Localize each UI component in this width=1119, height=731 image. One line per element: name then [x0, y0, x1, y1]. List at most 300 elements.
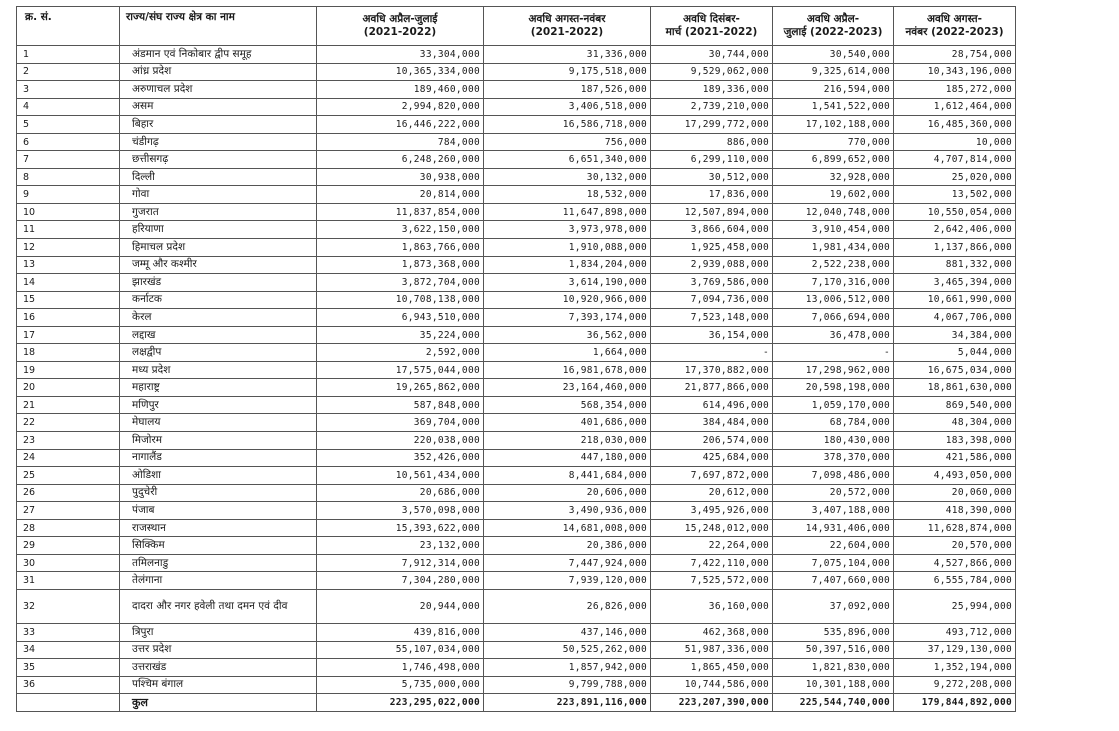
value-cell-period-2: 447,180,000: [484, 449, 651, 467]
table-row: [17, 589, 1016, 623]
value-cell-period-1: 220,038,000: [317, 432, 484, 450]
serial-number-cell: 9: [17, 186, 120, 204]
value-cell-period-5: 10,661,990,000: [894, 291, 1016, 309]
value-cell-period-4: 17,102,188,000: [773, 116, 894, 134]
value-cell-period-1: 16,446,222,000: [317, 116, 484, 134]
value-cell-period-4: 7,066,694,000: [773, 309, 894, 327]
value-cell-period-2: 11,647,898,000: [484, 203, 651, 221]
serial-number-cell: 30: [17, 554, 120, 572]
table-row: [17, 641, 1016, 659]
value-cell-period-2: 1,834,204,000: [484, 256, 651, 274]
value-cell-period-5: 881,332,000: [894, 256, 1016, 274]
value-cell-period-4: 22,604,000: [773, 537, 894, 555]
value-cell-period-1: 55,107,034,000: [317, 641, 484, 659]
value-cell-period-2: 50,525,262,000: [484, 641, 651, 659]
value-cell-period-3: 22,264,000: [651, 537, 773, 555]
table-header: [17, 7, 1016, 46]
value-cell-period-5: 34,384,000: [894, 326, 1016, 344]
state-name-cell: लद्दाख: [120, 326, 317, 344]
value-cell-period-5: 1,612,464,000: [894, 98, 1016, 116]
value-cell-period-4: 20,598,198,000: [773, 379, 894, 397]
value-cell-period-3: 6,299,110,000: [651, 151, 773, 169]
value-cell-period-3: 15,248,012,000: [651, 519, 773, 537]
value-cell-period-2: 3,973,978,000: [484, 221, 651, 239]
table-body: [17, 46, 1016, 694]
state-name-cell: असम: [120, 98, 317, 116]
value-cell-period-5: 28,754,000: [894, 46, 1016, 64]
value-cell-period-5: 6,555,784,000: [894, 572, 1016, 590]
total-value-period-3: 223,207,390,000: [651, 694, 773, 712]
value-cell-period-2: 3,406,518,000: [484, 98, 651, 116]
table-row: [17, 449, 1016, 467]
serial-number-cell: 25: [17, 467, 120, 485]
value-cell-period-4: 1,821,830,000: [773, 659, 894, 677]
value-cell-period-2: 31,336,000: [484, 46, 651, 64]
header-period-5: [894, 7, 1016, 46]
value-cell-period-2: 218,030,000: [484, 432, 651, 450]
value-cell-period-5: 13,502,000: [894, 186, 1016, 204]
value-cell-period-1: 17,575,044,000: [317, 361, 484, 379]
serial-number-cell: 17: [17, 326, 120, 344]
value-cell-period-2: 3,614,190,000: [484, 274, 651, 292]
value-cell-period-1: 10,708,138,000: [317, 291, 484, 309]
state-name-cell: राजस्थान: [120, 519, 317, 537]
value-cell-period-2: 1,910,088,000: [484, 239, 651, 257]
value-cell-period-5: 4,707,814,000: [894, 151, 1016, 169]
value-cell-period-4: -: [773, 344, 894, 362]
serial-number-cell: 10: [17, 203, 120, 221]
value-cell-period-2: 7,447,924,000: [484, 554, 651, 572]
header-period-1: [317, 7, 484, 46]
state-name-cell: मेघालय: [120, 414, 317, 432]
state-name-cell: लक्षद्वीप: [120, 344, 317, 362]
value-cell-period-2: 16,586,718,000: [484, 116, 651, 134]
header-state-name: राज्य/संघ राज्य क्षेत्र का नाम: [120, 7, 317, 46]
value-cell-period-1: 10,561,434,000: [317, 467, 484, 485]
total-label: कुल: [120, 694, 317, 712]
table-row: [17, 344, 1016, 362]
table-row: [17, 396, 1016, 414]
value-cell-period-1: 189,460,000: [317, 81, 484, 99]
value-cell-period-1: 35,224,000: [317, 326, 484, 344]
value-cell-period-1: 1,873,368,000: [317, 256, 484, 274]
table-row: [17, 239, 1016, 257]
serial-number-cell: 23: [17, 432, 120, 450]
serial-number-cell: 13: [17, 256, 120, 274]
value-cell-period-3: 7,525,572,000: [651, 572, 773, 590]
value-cell-period-5: 16,675,034,000: [894, 361, 1016, 379]
state-name-cell: महाराष्ट्र: [120, 379, 317, 397]
value-cell-period-5: 48,304,000: [894, 414, 1016, 432]
header-period-3: [651, 7, 773, 46]
value-cell-period-2: 23,164,460,000: [484, 379, 651, 397]
serial-number-cell: 19: [17, 361, 120, 379]
serial-number-cell: 21: [17, 396, 120, 414]
header-period-4: [773, 7, 894, 46]
value-cell-period-3: 36,154,000: [651, 326, 773, 344]
state-name-cell: दादरा और नगर हवेली तथा दमन एवं दीव: [120, 589, 317, 623]
value-cell-period-3: 7,523,148,000: [651, 309, 773, 327]
state-name-cell: अरुणाचल प्रदेश: [120, 81, 317, 99]
table-row: [17, 432, 1016, 450]
value-cell-period-1: 10,365,334,000: [317, 63, 484, 81]
state-name-cell: दिल्ली: [120, 168, 317, 186]
header-period-3-line2: मार्च (2021-2022): [665, 26, 758, 38]
total-value-period-5: 179,844,892,000: [894, 694, 1016, 712]
value-cell-period-4: 1,541,522,000: [773, 98, 894, 116]
value-cell-period-4: 180,430,000: [773, 432, 894, 450]
value-cell-period-2: 8,441,684,000: [484, 467, 651, 485]
table-row: [17, 467, 1016, 485]
value-cell-period-5: 9,272,208,000: [894, 676, 1016, 694]
value-cell-period-3: -: [651, 344, 773, 362]
state-name-cell: चंडीगढ़: [120, 133, 317, 151]
serial-number-cell: 34: [17, 641, 120, 659]
state-name-cell: पश्चिम बंगाल: [120, 676, 317, 694]
value-cell-period-2: 9,175,518,000: [484, 63, 651, 81]
value-cell-period-3: 7,697,872,000: [651, 467, 773, 485]
serial-number-cell: 12: [17, 239, 120, 257]
total-value-period-2: 223,891,116,000: [484, 694, 651, 712]
header-period-4-line2: जुलाई (2022-2023): [783, 26, 883, 38]
table-row: [17, 309, 1016, 327]
value-cell-period-5: 20,570,000: [894, 537, 1016, 555]
table-row: [17, 116, 1016, 134]
value-cell-period-5: 11,628,874,000: [894, 519, 1016, 537]
table-row: [17, 379, 1016, 397]
serial-number-cell: 7: [17, 151, 120, 169]
value-cell-period-2: 3,490,936,000: [484, 502, 651, 520]
value-cell-period-5: 4,527,866,000: [894, 554, 1016, 572]
value-cell-period-1: 7,304,280,000: [317, 572, 484, 590]
value-cell-period-4: 7,075,104,000: [773, 554, 894, 572]
value-cell-period-1: 1,863,766,000: [317, 239, 484, 257]
value-cell-period-1: 11,837,854,000: [317, 203, 484, 221]
serial-number-cell: 11: [17, 221, 120, 239]
state-name-cell: मध्य प्रदेश: [120, 361, 317, 379]
value-cell-period-1: 20,686,000: [317, 484, 484, 502]
header-serial-number: क्र. सं.: [17, 7, 120, 46]
value-cell-period-5: 183,398,000: [894, 432, 1016, 450]
serial-number-cell: 26: [17, 484, 120, 502]
value-cell-period-4: 3,407,188,000: [773, 502, 894, 520]
state-name-cell: ओडिशा: [120, 467, 317, 485]
value-cell-period-1: 352,426,000: [317, 449, 484, 467]
header-period-2-line1: अवधि अगस्त-नवंबर: [528, 13, 606, 25]
value-cell-period-3: 384,484,000: [651, 414, 773, 432]
value-cell-period-5: 3,465,394,000: [894, 274, 1016, 292]
header-period-3-line1: अवधि दिसंबर-: [683, 13, 740, 25]
value-cell-period-5: 2,642,406,000: [894, 221, 1016, 239]
value-cell-period-4: 770,000: [773, 133, 894, 151]
serial-number-cell: 1: [17, 46, 120, 64]
serial-number-cell: 32: [17, 589, 120, 623]
value-cell-period-1: 3,872,704,000: [317, 274, 484, 292]
value-cell-period-1: 19,265,862,000: [317, 379, 484, 397]
value-cell-period-2: 20,606,000: [484, 484, 651, 502]
serial-number-cell: 2: [17, 63, 120, 81]
state-name-cell: गोवा: [120, 186, 317, 204]
value-cell-period-3: 3,866,604,000: [651, 221, 773, 239]
serial-number-cell: 29: [17, 537, 120, 555]
total-serial-cell: [17, 694, 120, 712]
value-cell-period-2: 20,386,000: [484, 537, 651, 555]
value-cell-period-3: 2,939,088,000: [651, 256, 773, 274]
table-row: [17, 326, 1016, 344]
value-cell-period-3: 7,094,736,000: [651, 291, 773, 309]
table-row: [17, 256, 1016, 274]
value-cell-period-5: 1,137,866,000: [894, 239, 1016, 257]
table-row: [17, 659, 1016, 677]
value-cell-period-4: 1,981,434,000: [773, 239, 894, 257]
value-cell-period-3: 2,739,210,000: [651, 98, 773, 116]
value-cell-period-5: 421,586,000: [894, 449, 1016, 467]
serial-number-cell: 16: [17, 309, 120, 327]
value-cell-period-1: 369,704,000: [317, 414, 484, 432]
table-row: [17, 133, 1016, 151]
serial-number-cell: 22: [17, 414, 120, 432]
value-cell-period-5: 16,485,360,000: [894, 116, 1016, 134]
value-cell-period-5: 25,994,000: [894, 589, 1016, 623]
serial-number-cell: 31: [17, 572, 120, 590]
state-name-cell: पुदुचेरी: [120, 484, 317, 502]
value-cell-period-4: 378,370,000: [773, 449, 894, 467]
value-cell-period-3: 10,744,586,000: [651, 676, 773, 694]
value-cell-period-2: 7,939,120,000: [484, 572, 651, 590]
serial-number-cell: 36: [17, 676, 120, 694]
serial-number-cell: 35: [17, 659, 120, 677]
value-cell-period-1: 3,622,150,000: [317, 221, 484, 239]
value-cell-period-1: 5,735,000,000: [317, 676, 484, 694]
value-cell-period-3: 21,877,866,000: [651, 379, 773, 397]
serial-number-cell: 15: [17, 291, 120, 309]
value-cell-period-4: 535,896,000: [773, 623, 894, 641]
table-row: [17, 274, 1016, 292]
value-cell-period-2: 16,981,678,000: [484, 361, 651, 379]
value-cell-period-3: 462,368,000: [651, 623, 773, 641]
value-cell-period-5: 10,343,196,000: [894, 63, 1016, 81]
value-cell-period-4: 37,092,000: [773, 589, 894, 623]
value-cell-period-5: 25,020,000: [894, 168, 1016, 186]
value-cell-period-4: 36,478,000: [773, 326, 894, 344]
total-value-period-1: 223,295,022,000: [317, 694, 484, 712]
value-cell-period-4: 30,540,000: [773, 46, 894, 64]
table-row: [17, 361, 1016, 379]
value-cell-period-2: 30,132,000: [484, 168, 651, 186]
value-cell-period-2: 36,562,000: [484, 326, 651, 344]
table-row: [17, 519, 1016, 537]
header-period-5-line2: नवंबर (2022-2023): [905, 26, 1004, 38]
value-cell-period-5: 4,493,050,000: [894, 467, 1016, 485]
table-row: [17, 623, 1016, 641]
serial-number-cell: 27: [17, 502, 120, 520]
value-cell-period-4: 7,407,660,000: [773, 572, 894, 590]
value-cell-period-1: 20,944,000: [317, 589, 484, 623]
value-cell-period-3: 425,684,000: [651, 449, 773, 467]
value-cell-period-5: 1,352,194,000: [894, 659, 1016, 677]
table-row: [17, 168, 1016, 186]
value-cell-period-2: 6,651,340,000: [484, 151, 651, 169]
table-row: [17, 203, 1016, 221]
value-cell-period-4: 20,572,000: [773, 484, 894, 502]
serial-number-cell: 20: [17, 379, 120, 397]
state-name-cell: गुजरात: [120, 203, 317, 221]
value-cell-period-1: 30,938,000: [317, 168, 484, 186]
value-cell-period-2: 756,000: [484, 133, 651, 151]
header-period-2: [484, 7, 651, 46]
value-cell-period-4: 3,910,454,000: [773, 221, 894, 239]
table-row: [17, 414, 1016, 432]
value-cell-period-1: 2,592,000: [317, 344, 484, 362]
value-cell-period-5: 10,000: [894, 133, 1016, 151]
value-cell-period-1: 6,943,510,000: [317, 309, 484, 327]
value-cell-period-1: 7,912,314,000: [317, 554, 484, 572]
table-row: [17, 554, 1016, 572]
value-cell-period-3: 7,422,110,000: [651, 554, 773, 572]
serial-number-cell: 8: [17, 168, 120, 186]
value-cell-period-2: 437,146,000: [484, 623, 651, 641]
state-name-cell: उत्तराखंड: [120, 659, 317, 677]
value-cell-period-4: 14,931,406,000: [773, 519, 894, 537]
state-name-cell: मिजोरम: [120, 432, 317, 450]
value-cell-period-2: 401,686,000: [484, 414, 651, 432]
state-name-cell: अंडमान एवं निकोबार द्वीप समूह: [120, 46, 317, 64]
state-name-cell: त्रिपुरा: [120, 623, 317, 641]
state-name-cell: आंध्र प्रदेश: [120, 63, 317, 81]
value-cell-period-1: 439,816,000: [317, 623, 484, 641]
value-cell-period-3: 614,496,000: [651, 396, 773, 414]
value-cell-period-1: 23,132,000: [317, 537, 484, 555]
value-cell-period-4: 19,602,000: [773, 186, 894, 204]
value-cell-period-2: 1,857,942,000: [484, 659, 651, 677]
state-name-cell: केरल: [120, 309, 317, 327]
value-cell-period-4: 9,325,614,000: [773, 63, 894, 81]
serial-number-cell: 14: [17, 274, 120, 292]
header-period-4-line1: अवधि अप्रैल-: [806, 13, 860, 25]
serial-number-cell: 6: [17, 133, 120, 151]
table-row: [17, 572, 1016, 590]
value-cell-period-1: 1,746,498,000: [317, 659, 484, 677]
value-cell-period-3: 189,336,000: [651, 81, 773, 99]
table-row: [17, 98, 1016, 116]
value-cell-period-3: 3,495,926,000: [651, 502, 773, 520]
table-row: [17, 537, 1016, 555]
value-cell-period-5: 493,712,000: [894, 623, 1016, 641]
value-cell-period-5: 10,550,054,000: [894, 203, 1016, 221]
state-name-cell: तमिलनाडु: [120, 554, 317, 572]
total-value-period-4: 225,544,740,000: [773, 694, 894, 712]
state-name-cell: सिक्किम: [120, 537, 317, 555]
table-row: [17, 46, 1016, 64]
table-row: [17, 81, 1016, 99]
value-cell-period-4: 17,298,962,000: [773, 361, 894, 379]
state-name-cell: झारखंड: [120, 274, 317, 292]
value-cell-period-2: 18,532,000: [484, 186, 651, 204]
value-cell-period-3: 17,299,772,000: [651, 116, 773, 134]
value-cell-period-3: 12,507,894,000: [651, 203, 773, 221]
value-cell-period-1: 784,000: [317, 133, 484, 151]
value-cell-period-4: 68,784,000: [773, 414, 894, 432]
state-name-cell: हिमाचल प्रदेश: [120, 239, 317, 257]
value-cell-period-1: 587,848,000: [317, 396, 484, 414]
state-wise-table: [16, 6, 1016, 712]
value-cell-period-2: 7,393,174,000: [484, 309, 651, 327]
state-name-cell: नागालैंड: [120, 449, 317, 467]
table-row: [17, 186, 1016, 204]
value-cell-period-5: 185,272,000: [894, 81, 1016, 99]
value-cell-period-3: 3,769,586,000: [651, 274, 773, 292]
value-cell-period-3: 17,370,882,000: [651, 361, 773, 379]
value-cell-period-2: 26,826,000: [484, 589, 651, 623]
value-cell-period-5: 869,540,000: [894, 396, 1016, 414]
serial-number-cell: 28: [17, 519, 120, 537]
state-name-cell: उत्तर प्रदेश: [120, 641, 317, 659]
header-period-1-line2: (2021-2022): [363, 26, 437, 38]
value-cell-period-1: 3,570,098,000: [317, 502, 484, 520]
value-cell-period-2: 187,526,000: [484, 81, 651, 99]
value-cell-period-1: 20,814,000: [317, 186, 484, 204]
state-name-cell: मणिपुर: [120, 396, 317, 414]
value-cell-period-3: 1,865,450,000: [651, 659, 773, 677]
serial-number-cell: 5: [17, 116, 120, 134]
table-row: [17, 151, 1016, 169]
serial-number-cell: 24: [17, 449, 120, 467]
value-cell-period-5: 20,060,000: [894, 484, 1016, 502]
serial-number-cell: 33: [17, 623, 120, 641]
value-cell-period-3: 1,925,458,000: [651, 239, 773, 257]
value-cell-period-1: 6,248,260,000: [317, 151, 484, 169]
header-period-1-line1: अवधि अप्रैल-जुलाई: [362, 13, 438, 25]
value-cell-period-4: 6,899,652,000: [773, 151, 894, 169]
table-row: [17, 502, 1016, 520]
value-cell-period-5: 18,861,630,000: [894, 379, 1016, 397]
table-row: [17, 291, 1016, 309]
value-cell-period-4: 2,522,238,000: [773, 256, 894, 274]
serial-number-cell: 18: [17, 344, 120, 362]
state-name-cell: कर्नाटक: [120, 291, 317, 309]
value-cell-period-5: 37,129,130,000: [894, 641, 1016, 659]
state-name-cell: छत्तीसगढ़: [120, 151, 317, 169]
value-cell-period-4: 50,397,516,000: [773, 641, 894, 659]
value-cell-period-1: 33,304,000: [317, 46, 484, 64]
table-row: [17, 63, 1016, 81]
value-cell-period-3: 886,000: [651, 133, 773, 151]
serial-number-cell: 4: [17, 98, 120, 116]
value-cell-period-2: 568,354,000: [484, 396, 651, 414]
value-cell-period-4: 32,928,000: [773, 168, 894, 186]
value-cell-period-2: 1,664,000: [484, 344, 651, 362]
value-cell-period-5: 418,390,000: [894, 502, 1016, 520]
value-cell-period-3: 30,512,000: [651, 168, 773, 186]
value-cell-period-3: 51,987,336,000: [651, 641, 773, 659]
value-cell-period-5: 5,044,000: [894, 344, 1016, 362]
value-cell-period-4: 216,594,000: [773, 81, 894, 99]
value-cell-period-3: 30,744,000: [651, 46, 773, 64]
value-cell-period-4: 13,006,512,000: [773, 291, 894, 309]
value-cell-period-4: 12,040,748,000: [773, 203, 894, 221]
value-cell-period-2: 9,799,788,000: [484, 676, 651, 694]
state-name-cell: पंजाब: [120, 502, 317, 520]
total-row: [17, 694, 1016, 712]
table-row: [17, 676, 1016, 694]
state-name-cell: बिहार: [120, 116, 317, 134]
value-cell-period-4: 7,170,316,000: [773, 274, 894, 292]
header-period-5-line1: अवधि अगस्त-: [926, 13, 983, 25]
value-cell-period-2: 10,920,966,000: [484, 291, 651, 309]
state-name-cell: हरियाणा: [120, 221, 317, 239]
value-cell-period-1: 15,393,622,000: [317, 519, 484, 537]
table-row: [17, 484, 1016, 502]
